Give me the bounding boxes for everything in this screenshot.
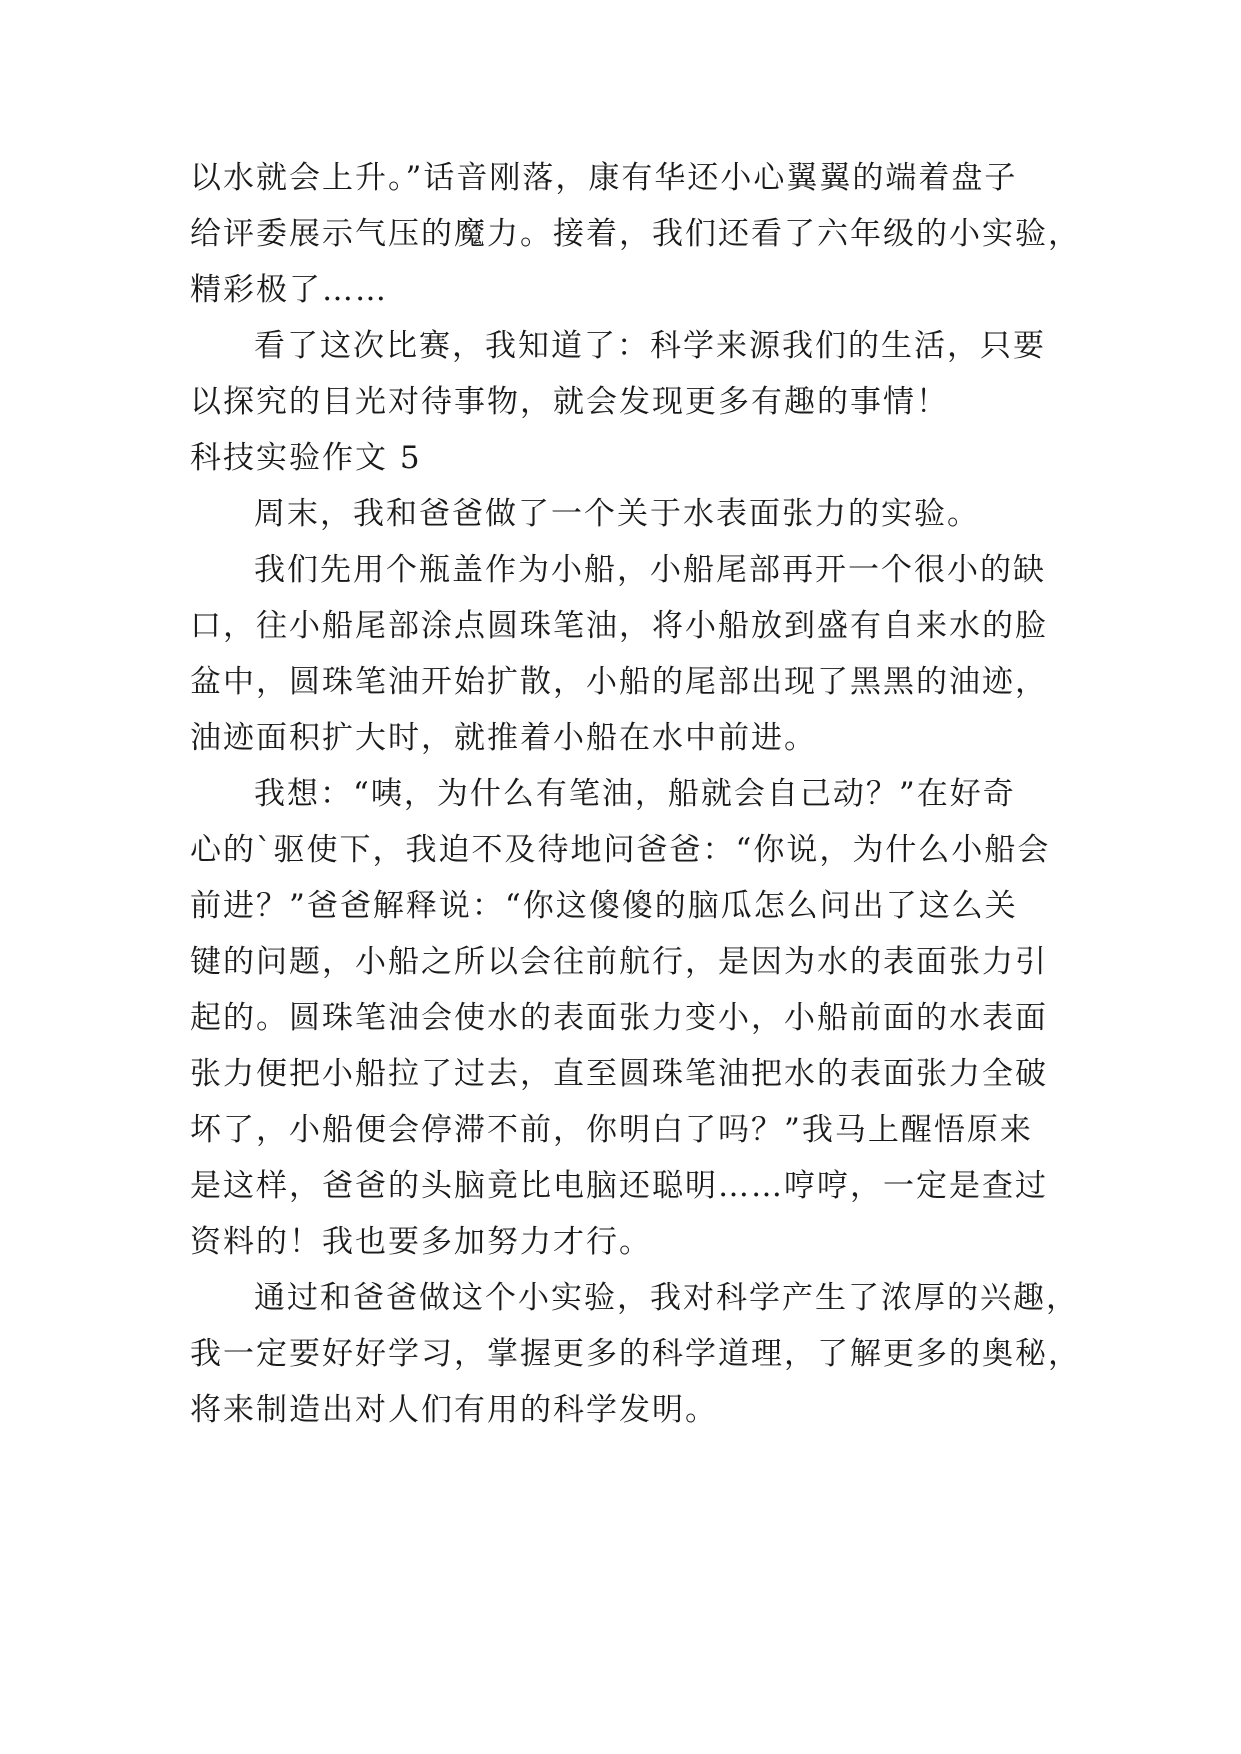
text-line: 资料的！我也要多加努力才行。	[190, 1224, 652, 1260]
paragraph	[190, 542, 1060, 766]
document-body	[190, 150, 1081, 1438]
text-line: 将来制造出对人们有用的科学发明。	[190, 1392, 718, 1428]
text-line: 精彩极了……	[190, 272, 388, 308]
text-line: 键的问题，小船之所以会往前航行，是因为水的表面张力引	[190, 944, 1048, 980]
section-heading: 科技实验作文 5	[190, 440, 422, 476]
paragraph	[190, 318, 1060, 430]
paragraph	[190, 766, 1060, 1270]
text-line: 给评委展示气压的魔力。接着，我们还看了六年级的小实验，	[190, 216, 1081, 252]
text-line: 油迹面积扩大时，就推着小船在水中前进。	[190, 720, 817, 756]
text-line: 坏了，小船便会停滞不前，你明白了吗？”我马上醒悟原来	[190, 1112, 1033, 1148]
text-line: 周末，我和爸爸做了一个关于水表面张力的实验。	[254, 496, 980, 532]
text-line: 我想：“咦，为什么有笔油，船就会自己动？”在好奇	[254, 776, 1016, 812]
paragraph	[190, 486, 1060, 542]
text-line: 前进？”爸爸解释说：“你这傻傻的脑瓜怎么问出了这么关	[190, 888, 1018, 924]
text-line: 张力便把小船拉了过去，直至圆珠笔油把水的表面张力全破	[190, 1056, 1048, 1092]
text-line: 盆中，圆珠笔油开始扩散，小船的尾部出现了黑黑的油迹，	[190, 664, 1048, 700]
text-line: 起的。圆珠笔油会使水的表面张力变小，小船前面的水表面	[190, 1000, 1048, 1036]
text-line: 我一定要好好学习，掌握更多的科学道理，了解更多的奥秘，	[190, 1336, 1081, 1372]
text-line: 口，往小船尾部涂点圆珠笔油，将小船放到盛有自来水的脸	[190, 608, 1048, 644]
text-line: 以水就会上升。”话音刚落，康有华还小心翼翼的端着盘子	[190, 160, 1018, 196]
paragraph	[190, 150, 1081, 318]
text-line: 通过和爸爸做这个小实验，我对科学产生了浓厚的兴趣，	[254, 1280, 1079, 1316]
text-line: 看了这次比赛，我知道了：科学来源我们的生活，只要	[254, 328, 1046, 364]
text-line: 以探究的目光对待事物，就会发现更多有趣的事情！	[190, 384, 949, 420]
text-line: 我们先用个瓶盖作为小船，小船尾部再开一个很小的缺	[254, 552, 1046, 588]
text-line: 心的`驱使下，我迫不及待地问爸爸：“你说，为什么小船会	[190, 832, 1051, 868]
paragraph	[190, 1270, 1081, 1438]
text-line: 是这样，爸爸的头脑竟比电脑还聪明……哼哼，一定是查过	[190, 1168, 1048, 1204]
